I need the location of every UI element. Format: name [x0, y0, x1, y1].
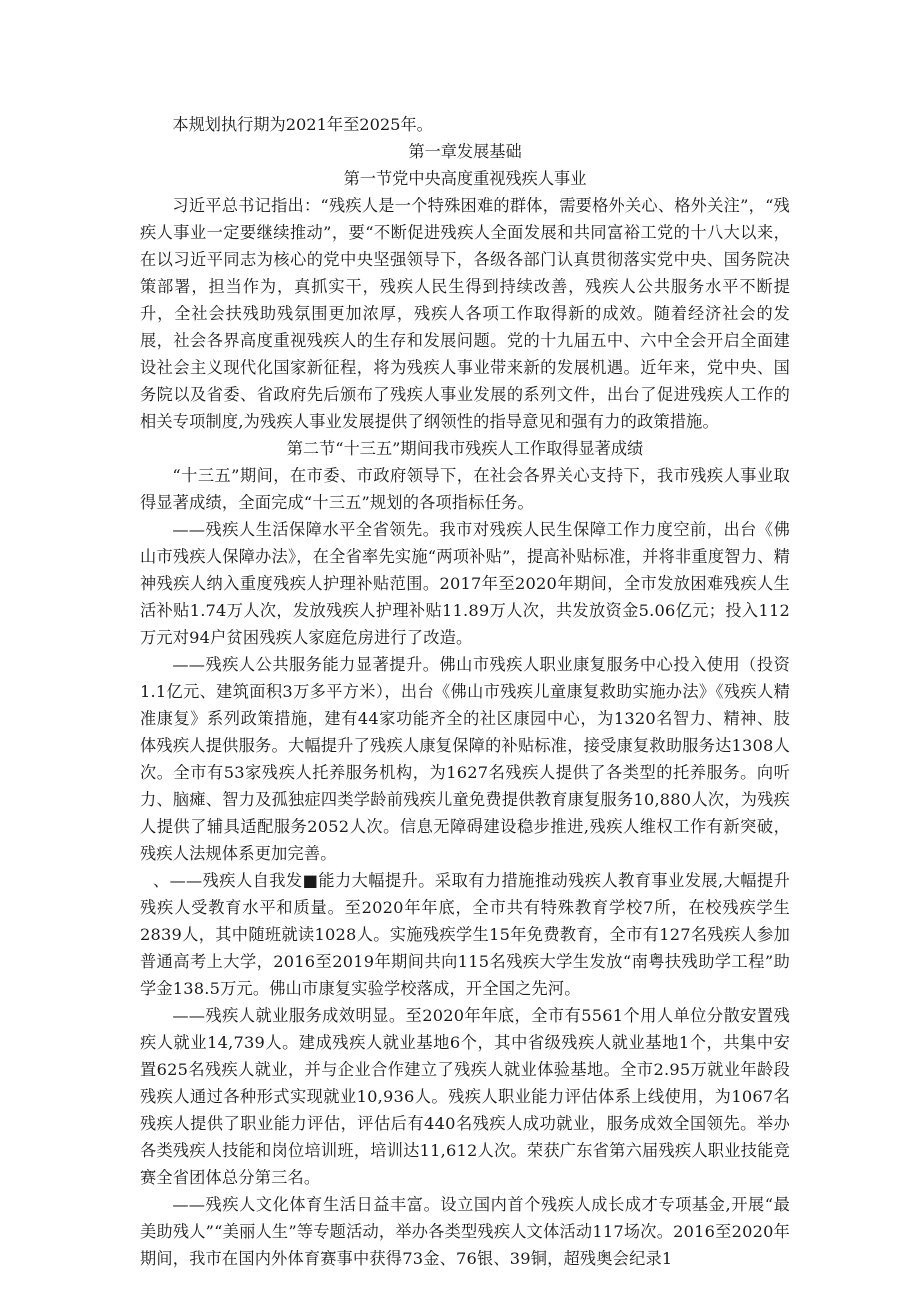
- section2-paragraph-living-security: ——残疾人生活保障水平全省领先。我市对残疾人民生保障工作力度空前，出台《佛山市残疾人保障办法》，在全省率先实施“两项补贴”，提高补贴标准，并将非重度智力、精神残疾人纳入重度残疾人护理补贴范围。2017年至2020年期间，全市发放困难残疾人生活补贴1.74万人次，发放残疾人护理补贴11.89万人次，共发放资金5.06亿元；投入112万元对94户贫困残疾人家庭危房进行了改造。: [140, 520, 790, 647]
- section2-paragraph-employment: ——残疾人就业服务成效明显。至2020年年底，全市有5561个用人单位分散安置残疾人就业14,739人。建成残疾人就业基地6个，其中省级残疾人就业基地1个，共集中安置625名残疾人就业，并与企业合作建立了残疾人就业体验基地。全市2.95万就业年龄段残疾人通过各种形式实现就业10,936人。残疾人职业能力评估体系上线使用，为1067名残疾人提供了职业能力评估，评估后有440名残疾人成功就业，服务成效全国领先。举办各类残疾人技能和岗位培训班，培训达11,612人次。荣获广东省第六届残疾人职业技能竞赛全省团体总分第三名。: [140, 1006, 790, 1187]
- section2-paragraph-culture-sports: ——残疾人文化体育生活日益丰富。设立国内首个残疾人成长成才专项基金,开展“最美助残人”“美丽人生”等专题活动，举办各类型残疾人文体活动117场次。2016至2020年期间，我市在国内外体育赛事中获得73金、76银、39铜，超残奥会纪录1: [140, 1195, 790, 1268]
- chapter-title: 第一章发展基础: [408, 142, 522, 161]
- section2-title: 第二节“十三五”期间我市残疾人工作取得显著成绩: [286, 439, 644, 458]
- section2-paragraph-public-service: ——残疾人公共服务能力显著提升。佛山市残疾人职业康复服务中心投入使用（投资1.1亿元、建筑面积3万多平方米），出台《佛山市残疾儿童康复救助实施办法》《残疾人精准康复》系列政策措施，建有44家功能齐全的社区康园中心，为1320名智力、精神、肢体残疾人提供服务。大幅提升了残疾人康复保障的补贴标准，接受康复救助服务达1308人次。全市有53家残疾人托养服务机构，为1627名残疾人提供了各类型的托养服务。向听力、脑瘫、智力及孤独症四类学龄前残疾儿童免费提供教育康复服务10,880人次，为残疾人提供了辅具适配服务2052人次。信息无障碍建设稳步推进,残疾人维权工作有新突破，残疾人法规体系更加完善。: [140, 655, 790, 863]
- intro-line: 本规划执行期为2021年至2025年。: [172, 115, 433, 134]
- document-page: [140, 111, 790, 1272]
- section2-paragraph-self-development: 、——残疾人自我发■能力大幅提升。采取有力措施推动残疾人教育事业发展,大幅提升残疾人受教育水平和质量。至2020年年底，全市共有特殊教育学校7所，在校残疾学生2839人，其中随班就读1028人。实施残疾学生15年免费教育，全市有127名残疾人参加普通高考上大学，2016至2019年期间共向115名残疾大学生发放“南粤扶残助学工程”助学金138.5万元。佛山市康复实验学校落成，开全国之先河。: [140, 871, 790, 998]
- section1-paragraph: 习近平总书记指出：“残疾人是一个特殊困难的群体，需要格外关心、格外关注”，“残疾人事业一定要继续推动”，要“不断促进残疾人全面发展和共同富裕工党的十八大以来，在以习近平同志为核心的党中央坚强领导下，各级各部门认真贯彻落实党中央、国务院决策部署，担当作为，真抓实干，残疾人民生得到持续改善，残疾人公共服务水平不断提升，全社会扶残助残氛围更加浓厚，残疾人各项工作取得新的成效。随着经济社会的发展，社会各界高度重视残疾人的生存和发展问题。党的十九届五中、六中全会开启全面建设社会主义现代化国家新征程，将为残疾人事业带来新的发展机遇。近年来，党中央、国务院以及省委、省政府先后颁布了残疾人事业发展的系列文件，出台了促进残疾人工作的相关专项制度,为残疾人事业发展提供了纲领性的指导意见和强有力的政策措施。: [140, 196, 790, 431]
- section2-paragraph-overview: “十三五”期间，在市委、市政府领导下，在社会各界关心支持下，我市残疾人事业取得显著成绩，全面完成“十三五”规划的各项指标任务。: [140, 466, 790, 512]
- section1-title: 第一节党中央高度重视残疾人事业: [343, 169, 587, 188]
